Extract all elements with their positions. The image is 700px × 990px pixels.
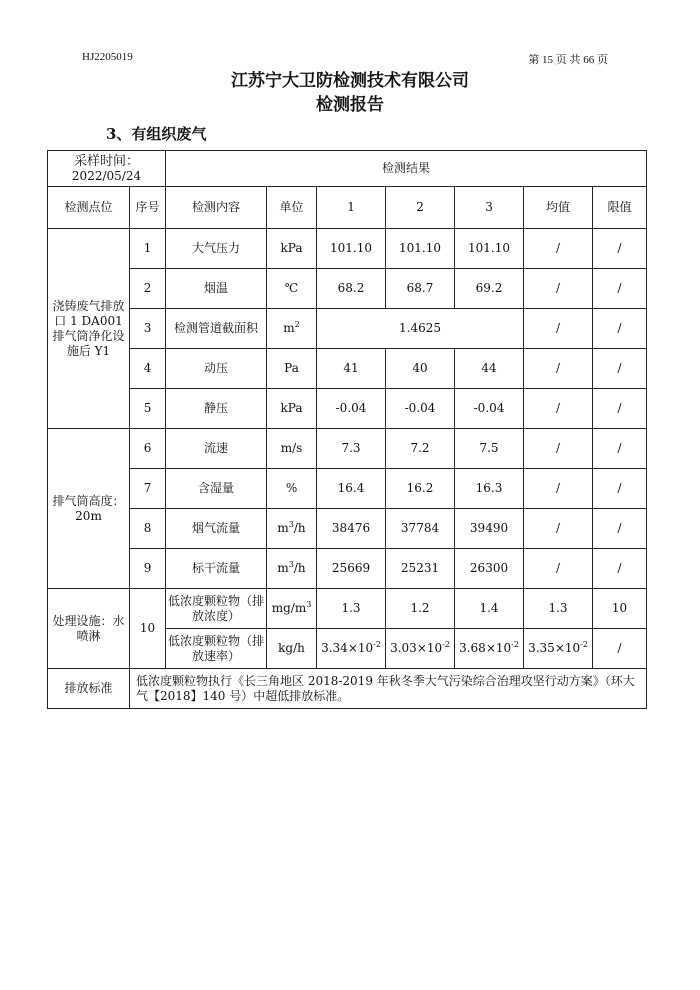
row-avg: / xyxy=(524,229,593,269)
row-avg: 1.3 xyxy=(524,589,593,629)
row-item: 低浓度颗粒物（排放浓度） xyxy=(166,589,267,629)
table-row xyxy=(48,269,647,309)
row-r1: 25669 xyxy=(317,549,386,589)
col-item: 检测内容 xyxy=(166,187,267,229)
row-unit: Pa xyxy=(267,349,317,389)
standard-label: 排放标准 xyxy=(48,669,130,709)
results-header: 检测结果 xyxy=(166,151,647,187)
row-r2: 37784 xyxy=(386,509,455,549)
row-unit: kg/h xyxy=(267,629,317,669)
row-unit: m/s xyxy=(267,429,317,469)
unit-base: m xyxy=(277,561,289,575)
row-unit: ℃ xyxy=(267,269,317,309)
row-item: 标干流量 xyxy=(166,549,267,589)
row-seq: 6 xyxy=(130,429,166,469)
row-seq: 8 xyxy=(130,509,166,549)
row-r3: 1.4 xyxy=(455,589,524,629)
value-exp: -2 xyxy=(442,640,450,649)
sample-date: 2022/05/24 xyxy=(71,168,142,183)
col-r1: 1 xyxy=(317,187,386,229)
unit-sup: 3 xyxy=(288,560,294,569)
row-item: 流速 xyxy=(166,429,267,469)
row-item: 烟气流量 xyxy=(166,509,267,549)
table-row xyxy=(48,429,647,469)
table-row xyxy=(48,309,647,349)
value-base: 3.68×10 xyxy=(459,641,512,655)
row-r3: 69.2 xyxy=(455,269,524,309)
row-seq: 2 xyxy=(130,269,166,309)
sample-time-cell xyxy=(48,151,166,187)
row-r3: 26300 xyxy=(455,549,524,589)
value-base: 3.34×10 xyxy=(321,641,374,655)
row-r1 xyxy=(317,629,386,669)
row-seq: 4 xyxy=(130,349,166,389)
row-r2: 101.10 xyxy=(386,229,455,269)
row-r2: 40 xyxy=(386,349,455,389)
unit-base: m xyxy=(283,321,295,335)
row-seq: 3 xyxy=(130,309,166,349)
unit-base: m xyxy=(277,521,289,535)
row-r2 xyxy=(386,629,455,669)
table-row xyxy=(48,589,647,629)
treatment-facility: 处理设施：水喷淋 xyxy=(48,589,130,669)
unit-sup: 3 xyxy=(288,520,294,529)
row-r1: 68.2 xyxy=(317,269,386,309)
row-unit xyxy=(267,549,317,589)
row-r1: 101.10 xyxy=(317,229,386,269)
value-exp: -2 xyxy=(373,640,381,649)
row-seq: 5 xyxy=(130,389,166,429)
value-base: 3.03×10 xyxy=(390,641,443,655)
row-item: 低浓度颗粒物（排放速率） xyxy=(166,629,267,669)
row-item: 烟温 xyxy=(166,269,267,309)
row-r2: 16.2 xyxy=(386,469,455,509)
col-r3: 3 xyxy=(455,187,524,229)
row-limit: / xyxy=(593,469,647,509)
table-row xyxy=(48,229,647,269)
row-seq: 9 xyxy=(130,549,166,589)
row-r2: 68.7 xyxy=(386,269,455,309)
row-item: 含湿量 xyxy=(166,469,267,509)
unit-base: mg/m xyxy=(271,601,307,615)
meta-row xyxy=(48,151,647,187)
row-avg: / xyxy=(524,549,593,589)
row-limit: / xyxy=(593,549,647,589)
row-r3: 44 xyxy=(455,349,524,389)
row-avg xyxy=(524,629,593,669)
col-point: 检测点位 xyxy=(48,187,130,229)
row-limit: / xyxy=(593,229,647,269)
report-code: HJ2205019 xyxy=(82,51,133,63)
table-row xyxy=(48,549,647,589)
row-item: 动压 xyxy=(166,349,267,389)
row-r1: 1.3 xyxy=(317,589,386,629)
row-avg: / xyxy=(524,469,593,509)
row-limit: / xyxy=(593,629,647,669)
unit-tail: /h xyxy=(293,521,306,535)
row-unit: kPa xyxy=(267,229,317,269)
row-item: 检测管道截面积 xyxy=(166,309,267,349)
standard-text: 低浓度颗粒物执行《长三角地区 2018-2019 年秋冬季大气污染综合治理攻坚行动方案》（环大气【2018】140 号）中超低排放标准。 xyxy=(130,669,647,709)
row-r1: 16.4 xyxy=(317,469,386,509)
value-exp: -2 xyxy=(511,640,519,649)
row-limit: / xyxy=(593,389,647,429)
value-base: 3.35×10 xyxy=(528,641,581,655)
document-title: 检测报告 xyxy=(316,95,384,115)
unit-tail: /h xyxy=(293,561,306,575)
row-limit: / xyxy=(593,509,647,549)
row-limit: / xyxy=(593,349,647,389)
unit-sup: 2 xyxy=(294,320,300,329)
row-limit: / xyxy=(593,429,647,469)
row-r3: -0.04 xyxy=(455,389,524,429)
row-seq: 7 xyxy=(130,469,166,509)
row-r2: -0.04 xyxy=(386,389,455,429)
col-limit: 限值 xyxy=(593,187,647,229)
row-seq: 1 xyxy=(130,229,166,269)
row-item: 大气压力 xyxy=(166,229,267,269)
row-r3: 101.10 xyxy=(455,229,524,269)
row-limit: 10 xyxy=(593,589,647,629)
col-r2: 2 xyxy=(386,187,455,229)
row-item: 静压 xyxy=(166,389,267,429)
row-r2: 1.2 xyxy=(386,589,455,629)
row-unit: % xyxy=(267,469,317,509)
row-r1: 7.3 xyxy=(317,429,386,469)
row-unit xyxy=(267,509,317,549)
row-limit: / xyxy=(593,309,647,349)
page-number: 第 15 页 共 66 页 xyxy=(528,54,608,66)
row-avg: / xyxy=(524,269,593,309)
stack-height: 排气筒高度：20m xyxy=(48,429,130,589)
col-unit: 单位 xyxy=(267,187,317,229)
col-avg: 均值 xyxy=(524,187,593,229)
table-row xyxy=(48,389,647,429)
row-r1: -0.04 xyxy=(317,389,386,429)
point-name: 浇铸废气排放口 1 DA001 排气筒净化设施后 Y1 xyxy=(48,229,130,429)
row-merged-value: 1.4625 xyxy=(317,309,524,349)
section-title: 3、有组织废气 xyxy=(106,125,207,143)
row-seq: 10 xyxy=(130,589,166,669)
row-avg: / xyxy=(524,389,593,429)
table-row xyxy=(48,509,647,549)
row-r3 xyxy=(455,629,524,669)
sample-time-label: 采样时间： xyxy=(74,153,140,169)
unit-sup: 3 xyxy=(306,600,312,609)
table-row xyxy=(48,469,647,509)
row-r2: 7.2 xyxy=(386,429,455,469)
col-seq: 序号 xyxy=(130,187,166,229)
row-r1: 38476 xyxy=(317,509,386,549)
row-avg: / xyxy=(524,429,593,469)
row-r2: 25231 xyxy=(386,549,455,589)
value-exp: -2 xyxy=(580,640,588,649)
row-limit: / xyxy=(593,269,647,309)
table-row xyxy=(48,349,647,389)
row-avg: / xyxy=(524,309,593,349)
row-r1: 41 xyxy=(317,349,386,389)
row-avg: / xyxy=(524,349,593,389)
row-unit: kPa xyxy=(267,389,317,429)
company-name: 江苏宁大卫防检测技术有限公司 xyxy=(231,71,469,91)
results-table xyxy=(47,150,647,709)
row-avg: / xyxy=(524,509,593,549)
standard-row xyxy=(48,669,647,709)
row-unit xyxy=(267,309,317,349)
row-r3: 39490 xyxy=(455,509,524,549)
row-r3: 16.3 xyxy=(455,469,524,509)
row-r3: 7.5 xyxy=(455,429,524,469)
column-header-row xyxy=(48,187,647,229)
row-unit xyxy=(267,589,317,629)
